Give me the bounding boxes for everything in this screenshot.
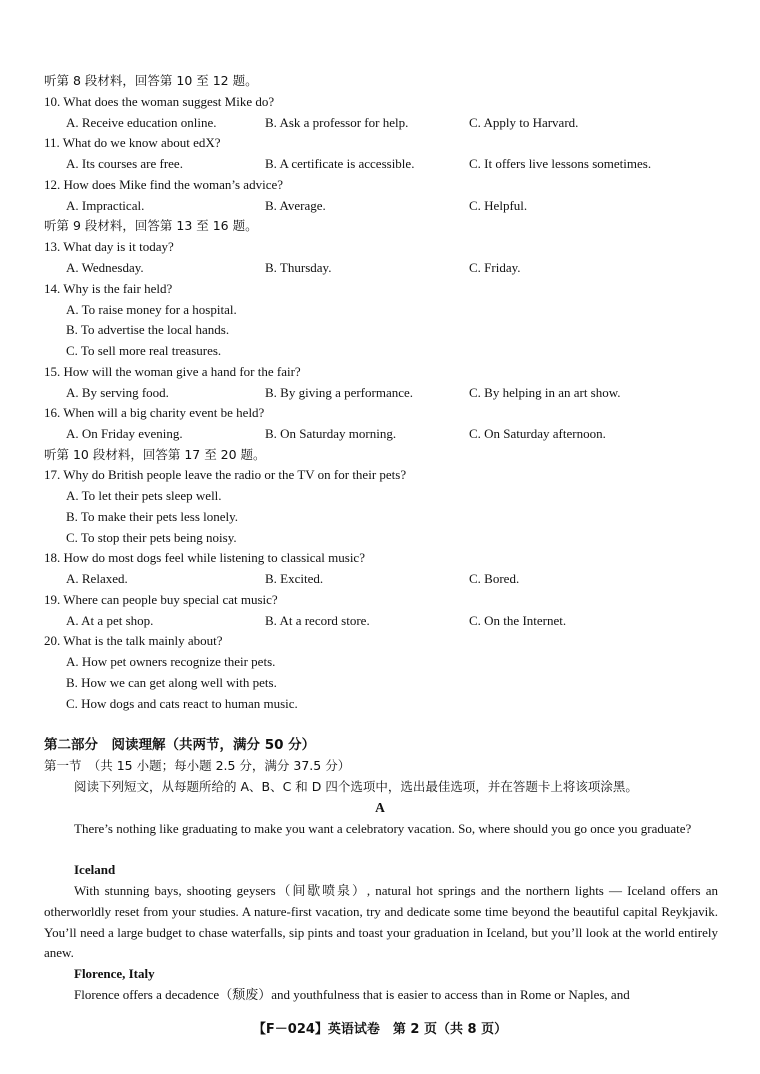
question-20-option-b: B. How we can get along well with pets.	[66, 675, 277, 690]
option-a: A. At a pet shop.	[66, 613, 154, 628]
section-10-header: 听第 10 段材料，回答第 17 至 20 题。	[44, 447, 266, 462]
option-b: B. Average.	[265, 198, 326, 213]
question-14-option-a: A. To raise money for a hospital.	[66, 302, 237, 317]
question-20-option-c: C. How dogs and cats react to human music.	[66, 696, 298, 711]
option-b: B. Excited.	[265, 571, 324, 586]
option-c: C. Apply to Harvard.	[469, 115, 579, 130]
option-a: A. Wednesday.	[66, 260, 144, 275]
question-20-option-a: A. How pet owners recognize their pets.	[66, 654, 276, 669]
option-b: B. At a record store.	[265, 613, 370, 628]
question-10-options	[66, 115, 579, 131]
option-c: C. Friday.	[469, 260, 521, 275]
heading-iceland: Iceland	[74, 862, 116, 877]
question-18: 18. How do most dogs feel while listening to classical music?	[44, 550, 365, 565]
option-c: C. By helping in an art show.	[469, 385, 621, 400]
section-9-header: 听第 9 段材料，回答第 13 至 16 题。	[44, 218, 258, 233]
reading-instruction: 阅读下列短文，从每题所给的 A、B、C 和 D 四个选项中，选出最佳选项，并在答题卡上将该项涂黑。	[74, 779, 638, 794]
question-14-option-c: C. To sell more real treasures.	[66, 343, 222, 358]
question-10: 10. What does the woman suggest Mike do?	[44, 94, 275, 109]
question-13-options	[66, 260, 521, 276]
option-a: A. Receive education online.	[66, 115, 217, 130]
question-18-options	[66, 571, 520, 587]
question-15: 15. How will the woman give a hand for the fair?	[44, 364, 301, 379]
question-15-options	[66, 385, 621, 401]
option-a: A. On Friday evening.	[66, 426, 183, 441]
passage-letter: A	[375, 800, 385, 815]
question-17-option-a: A. To let their pets sleep well.	[66, 488, 222, 503]
option-c: C. Helpful.	[469, 198, 528, 213]
heading-florence: Florence, Italy	[74, 966, 155, 981]
question-14: 14. Why is the fair held?	[44, 281, 173, 296]
question-16-options	[66, 426, 606, 442]
option-c: C. It offers live lessons sometimes.	[469, 156, 652, 171]
page-footer: 【F－024】英语试卷 第 2 页（共 8 页）	[252, 1022, 508, 1037]
option-a: A. Its courses are free.	[66, 156, 183, 171]
option-b: B. Thursday.	[265, 260, 332, 275]
question-11-options	[66, 156, 652, 172]
question-16: 16. When will a big charity event be held?	[44, 405, 265, 420]
question-17-option-b: B. To make their pets less lonely.	[66, 509, 239, 524]
question-20: 20. What is the talk mainly about?	[44, 633, 223, 648]
question-17-option-c: C. To stop their pets being noisy.	[66, 530, 237, 545]
question-14-option-b: B. To advertise the local hands.	[66, 322, 230, 337]
part-two-title: 第二部分 阅读理解（共两节，满分 50 分）	[44, 737, 316, 753]
paragraph-florence: Florence offers a decadence（颓废）and youthfulness that is easier to access than in Rome or Naples, and	[74, 987, 630, 1002]
question-13: 13. What day is it today?	[44, 239, 174, 254]
question-19-options	[66, 613, 567, 629]
option-b: B. By giving a performance.	[265, 385, 414, 400]
section-one-title: 第一节 （共 15 小题；每小题 2.5 分，满分 37.5 分）	[44, 758, 351, 773]
passage-intro: There’s nothing like graduating to make you want a celebratory vacation. So, where should you go once you graduate?	[74, 821, 692, 836]
question-12: 12. How does Mike find the woman’s advice?	[44, 177, 284, 192]
option-c: C. On the Internet.	[469, 613, 567, 628]
section-8-header: 听第 8 段材料，回答第 10 至 12 题。	[44, 73, 258, 88]
question-11: 11. What do we know about edX?	[44, 135, 221, 150]
option-b: B. Ask a professor for help.	[265, 115, 409, 130]
option-a: A. Impractical.	[66, 198, 145, 213]
question-12-options	[66, 198, 528, 214]
option-c: C. Bored.	[469, 571, 520, 586]
option-b: B. On Saturday morning.	[265, 426, 397, 441]
question-19: 19. Where can people buy special cat music?	[44, 592, 278, 607]
option-c: C. On Saturday afternoon.	[469, 426, 606, 441]
option-a: A. By serving food.	[66, 385, 169, 400]
option-b: B. A certificate is accessible.	[265, 156, 415, 171]
paragraph-iceland: With stunning bays, shooting geysers（间歇喷泉）, natural hot springs and the northern lights — Iceland offers an otherworldly reset from your studies. A nature-first vacation, try and dedicate some time beyond the beautiful capital Reykjavik. You’ll need a large budget to chase waterfalls, sip pints and toast your graduation in Iceland, but you’ll look at the world entirely anew.	[44, 883, 718, 961]
question-17: 17. Why do British people leave the radio or the TV on for their pets?	[44, 467, 407, 482]
option-a: A. Relaxed.	[66, 571, 128, 586]
